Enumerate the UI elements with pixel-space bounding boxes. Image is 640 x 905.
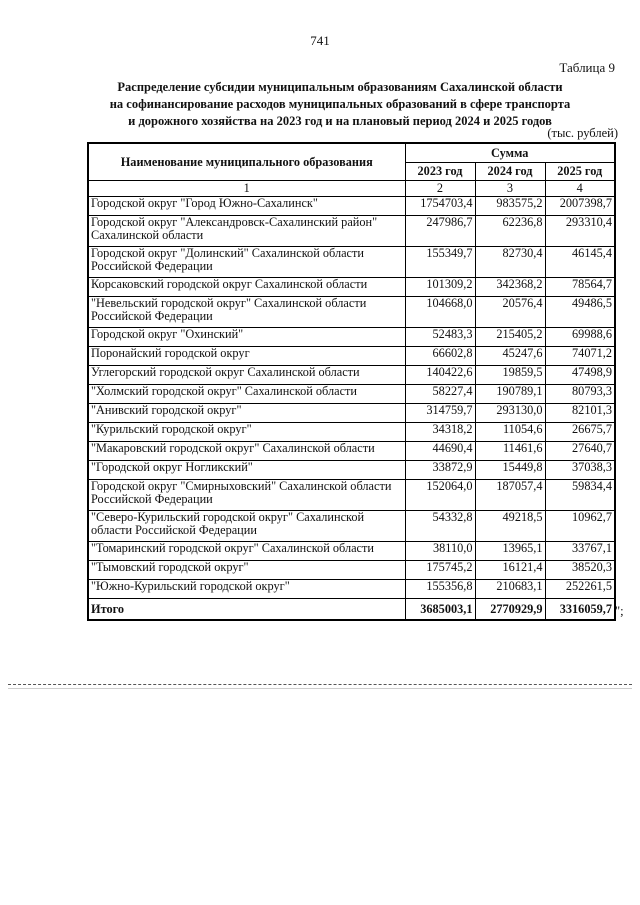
total-row xyxy=(88,599,615,621)
value-2024: 19859,5 xyxy=(475,366,545,385)
column-header-sum: Сумма xyxy=(405,143,615,163)
municipality-name: "Холмский городской округ" Сахалинской области xyxy=(88,385,405,404)
municipality-name: Городской округ "Охинский" xyxy=(88,328,405,347)
value-2023: 104668,0 xyxy=(405,297,475,328)
value-2025: 27640,7 xyxy=(545,442,615,461)
value-2024: 293130,0 xyxy=(475,404,545,423)
units-label: (тыс. рублей) xyxy=(547,126,618,140)
value-2024: 49218,5 xyxy=(475,511,545,542)
value-2025: 38520,3 xyxy=(545,561,615,580)
value-2025: 78564,7 xyxy=(545,278,615,297)
municipality-name: "Городской округ Ногликский" xyxy=(88,461,405,480)
municipality-name: Поронайский городской округ xyxy=(88,347,405,366)
value-2023: 33872,9 xyxy=(405,461,475,480)
value-2023: 155349,7 xyxy=(405,247,475,278)
column-header-2024: 2024 год xyxy=(475,163,545,181)
value-2024: 11461,6 xyxy=(475,442,545,461)
value-2025: 47498,9 xyxy=(545,366,615,385)
title-line: на софинансирование расходов муниципальных образований в сфере транспорта xyxy=(109,97,571,111)
value-2023: 54332,8 xyxy=(405,511,475,542)
value-2023: 44690,4 xyxy=(405,442,475,461)
value-2025: 10962,7 xyxy=(545,511,615,542)
page-divider-shadow xyxy=(8,688,632,689)
column-index: 4 xyxy=(545,181,615,197)
value-2024: 45247,6 xyxy=(475,347,545,366)
table-row xyxy=(88,347,615,366)
table-row xyxy=(88,297,615,328)
column-index: 2 xyxy=(405,181,475,197)
document-title xyxy=(60,79,620,130)
value-2025: 69988,6 xyxy=(545,328,615,347)
subsidy-table xyxy=(87,142,616,621)
municipality-name: Городской округ "Смирныховский" Сахалинской области Российской Федерации xyxy=(88,480,405,511)
value-2023: 155356,8 xyxy=(405,580,475,599)
value-2025: 46145,4 xyxy=(545,247,615,278)
value-2025: 2007398,7 xyxy=(545,197,615,216)
value-2024: 187057,4 xyxy=(475,480,545,511)
value-2024: 13965,1 xyxy=(475,542,545,561)
municipality-name: Городской округ "Долинский" Сахалинской области Российской Федерации xyxy=(88,247,405,278)
table-row xyxy=(88,278,615,297)
table-row xyxy=(88,511,615,542)
column-header-2023: 2023 год xyxy=(405,163,475,181)
total-2023: 3685003,1 xyxy=(405,599,475,621)
municipality-name: Углегорский городской округ Сахалинской области xyxy=(88,366,405,385)
value-2023: 66602,8 xyxy=(405,347,475,366)
value-2024: 210683,1 xyxy=(475,580,545,599)
value-2023: 175745,2 xyxy=(405,561,475,580)
table-row xyxy=(88,247,615,278)
value-2025: 59834,4 xyxy=(545,480,615,511)
total-2025: 3316059,7 xyxy=(545,599,615,621)
table-label: Таблица 9 xyxy=(559,60,615,75)
value-2024: 215405,2 xyxy=(475,328,545,347)
value-2024: 16121,4 xyxy=(475,561,545,580)
table-row xyxy=(88,328,615,347)
value-2024: 983575,2 xyxy=(475,197,545,216)
municipality-name: "Тымовский городской округ" xyxy=(88,561,405,580)
page-divider xyxy=(8,684,632,685)
table-row xyxy=(88,404,615,423)
municipality-name: Корсаковский городской округ Сахалинской области xyxy=(88,278,405,297)
value-2025: 37038,3 xyxy=(545,461,615,480)
municipality-name: "Томаринский городской округ" Сахалинской области xyxy=(88,542,405,561)
column-header-2025: 2025 год xyxy=(545,163,615,181)
value-2025: 49486,5 xyxy=(545,297,615,328)
value-2025: 293310,4 xyxy=(545,216,615,247)
value-2024: 342368,2 xyxy=(475,278,545,297)
table-row xyxy=(88,385,615,404)
value-2024: 62236,8 xyxy=(475,216,545,247)
table-row xyxy=(88,216,615,247)
closing-quote-mark: "; xyxy=(615,604,624,618)
title-line: и дорожного хозяйства на 2023 год и на плановый период 2024 и 2025 годов xyxy=(128,114,552,128)
value-2025: 82101,3 xyxy=(545,404,615,423)
value-2024: 82730,4 xyxy=(475,247,545,278)
municipality-name: "Макаровский городской округ" Сахалинской области xyxy=(88,442,405,461)
value-2023: 140422,6 xyxy=(405,366,475,385)
value-2025: 252261,5 xyxy=(545,580,615,599)
value-2024: 20576,4 xyxy=(475,297,545,328)
value-2024: 11054,6 xyxy=(475,423,545,442)
municipality-name: Городской округ "Александровск-Сахалинский район" Сахалинской области xyxy=(88,216,405,247)
municipality-name: Городской округ "Город Южно-Сахалинск" xyxy=(88,197,405,216)
table-row xyxy=(88,461,615,480)
table-row xyxy=(88,366,615,385)
table-row xyxy=(88,542,615,561)
value-2023: 101309,2 xyxy=(405,278,475,297)
table-row xyxy=(88,561,615,580)
title-line: Распределение субсидии муниципальным образованиям Сахалинской области xyxy=(117,80,563,94)
total-label: Итого xyxy=(88,599,405,621)
municipality-name: "Невельский городской округ" Сахалинской области Российской Федерации xyxy=(88,297,405,328)
value-2024: 15449,8 xyxy=(475,461,545,480)
value-2023: 58227,4 xyxy=(405,385,475,404)
total-2024: 2770929,9 xyxy=(475,599,545,621)
value-2023: 247986,7 xyxy=(405,216,475,247)
table-row xyxy=(88,480,615,511)
value-2024: 190789,1 xyxy=(475,385,545,404)
value-2023: 34318,2 xyxy=(405,423,475,442)
value-2025: 33767,1 xyxy=(545,542,615,561)
table-body xyxy=(88,197,615,621)
municipality-name: "Южно-Курильский городской округ" xyxy=(88,580,405,599)
value-2023: 52483,3 xyxy=(405,328,475,347)
table-row xyxy=(88,423,615,442)
table-row xyxy=(88,442,615,461)
value-2023: 314759,7 xyxy=(405,404,475,423)
municipality-name: "Северо-Курильский городской округ" Сахалинской области Российской Федерации xyxy=(88,511,405,542)
value-2025: 74071,2 xyxy=(545,347,615,366)
value-2023: 1754703,4 xyxy=(405,197,475,216)
table-row xyxy=(88,197,615,216)
table-row xyxy=(88,580,615,599)
value-2025: 80793,3 xyxy=(545,385,615,404)
page-number: 741 xyxy=(310,33,330,48)
municipality-name: "Курильский городской округ" xyxy=(88,423,405,442)
value-2023: 152064,0 xyxy=(405,480,475,511)
value-2023: 38110,0 xyxy=(405,542,475,561)
column-index: 3 xyxy=(475,181,545,197)
municipality-name: "Анивский городской округ" xyxy=(88,404,405,423)
column-index: 1 xyxy=(88,181,405,197)
column-header-name: Наименование муниципального образования xyxy=(88,143,405,181)
value-2025: 26675,7 xyxy=(545,423,615,442)
